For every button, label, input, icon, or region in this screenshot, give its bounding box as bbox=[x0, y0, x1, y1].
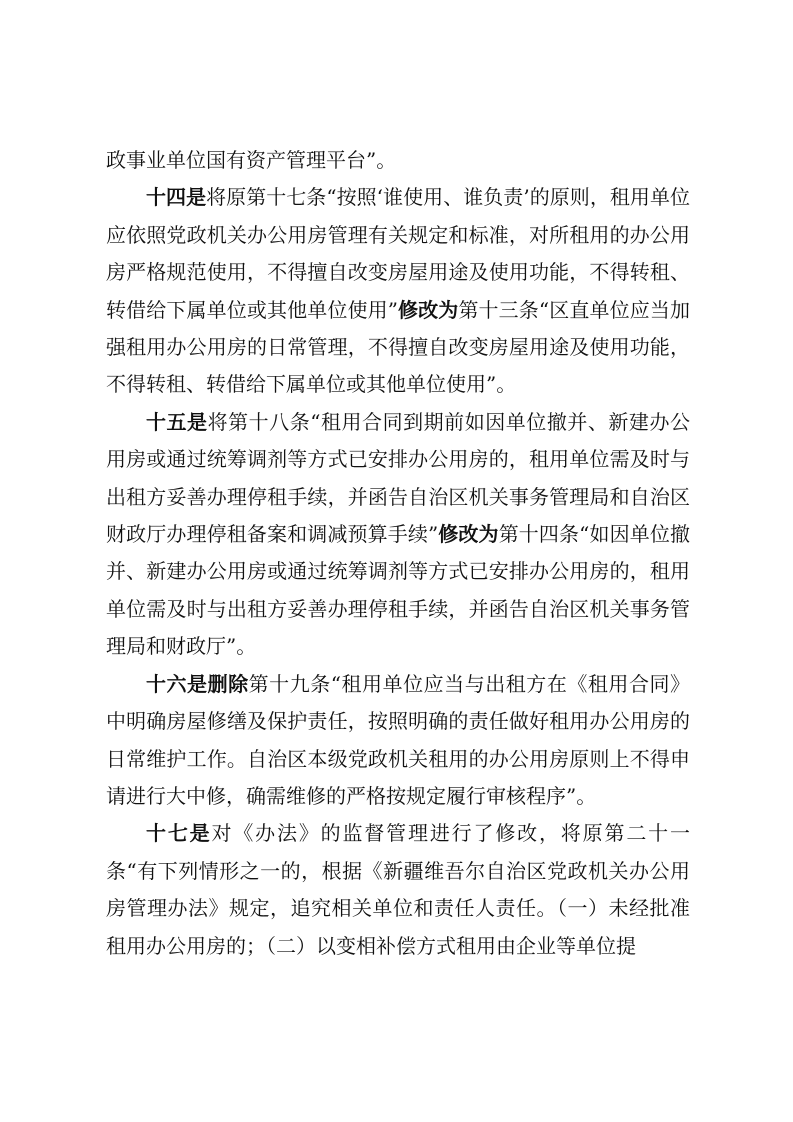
paragraph-text: 第十三条“区直单位应当加强租用办公用房的日常管理，不得擅自改变房屋用途及使用功能，不得转租、转借给下属单位或其他单位使用”。 bbox=[106, 297, 691, 397]
paragraph bbox=[106, 179, 690, 403]
paragraph bbox=[106, 815, 690, 965]
bold-lead-in: 十六是删除 bbox=[146, 671, 249, 696]
paragraph-text: 政事业单位国有资产管理平台”。 bbox=[106, 148, 397, 172]
bold-keyword: 修改为 bbox=[397, 297, 459, 322]
paragraph bbox=[106, 666, 690, 816]
bold-lead-in: 十七是 bbox=[146, 821, 212, 846]
paragraph-text: 对《办法》的监督管理进行了修改，将原第二十一条“有下列情形之一的，根据《新疆维吾尔自治区党政机关办公用房管理办法》规定，追究相关单位和责任人责任。（一）未经批准租用办公用房的；（二）以变相补偿方式租用由企业等单位提 bbox=[106, 821, 690, 958]
bold-lead-in: 十四是 bbox=[146, 185, 207, 210]
bold-lead-in: 十五是 bbox=[146, 409, 208, 434]
bold-keyword: 修改为 bbox=[438, 522, 499, 547]
paragraph-text: 第十四条“如因单位撤并、新建办公用房或通过统筹调剂等方式已安排办公用房的，租用单位需及时与出租方妥善办理停租手续，并函告自治区机关事务管理局和财政厅”。 bbox=[106, 522, 691, 659]
paragraph-text: 将原第十七条“按照‘谁使用、谁负责’的原则，租用单位应依照党政机关办公用房管理有关规定和标准，对所租用的办公用房严格规范使用，不得擅自改变房屋用途及使用功能，不得转租、转借给下属单位或其他单位使用” bbox=[106, 185, 690, 322]
paragraph-text: 第十九条“租用单位应当与出租方在《租用合同》中明确房屋修缮及保护责任，按照明确的责任做好租用办公用房的日常维护工作。自治区本级党政机关租用的办公用房原则上不得申请进行大中修，确需维修的严格按规定履行审核程序”。 bbox=[106, 671, 690, 808]
paragraph-text: 将第十八条“租用合同到期前如因单位撤并、新建办公用房或通过统筹调剂等方式已安排办公用房的，租用单位需及时与出租方妥善办理停租手续，并函告自治区机关事务管理局和自治区财政厅办理停租备案和调减预算手续” bbox=[106, 409, 690, 547]
paragraph bbox=[106, 142, 690, 179]
document-page bbox=[106, 142, 690, 965]
paragraph bbox=[106, 404, 690, 666]
